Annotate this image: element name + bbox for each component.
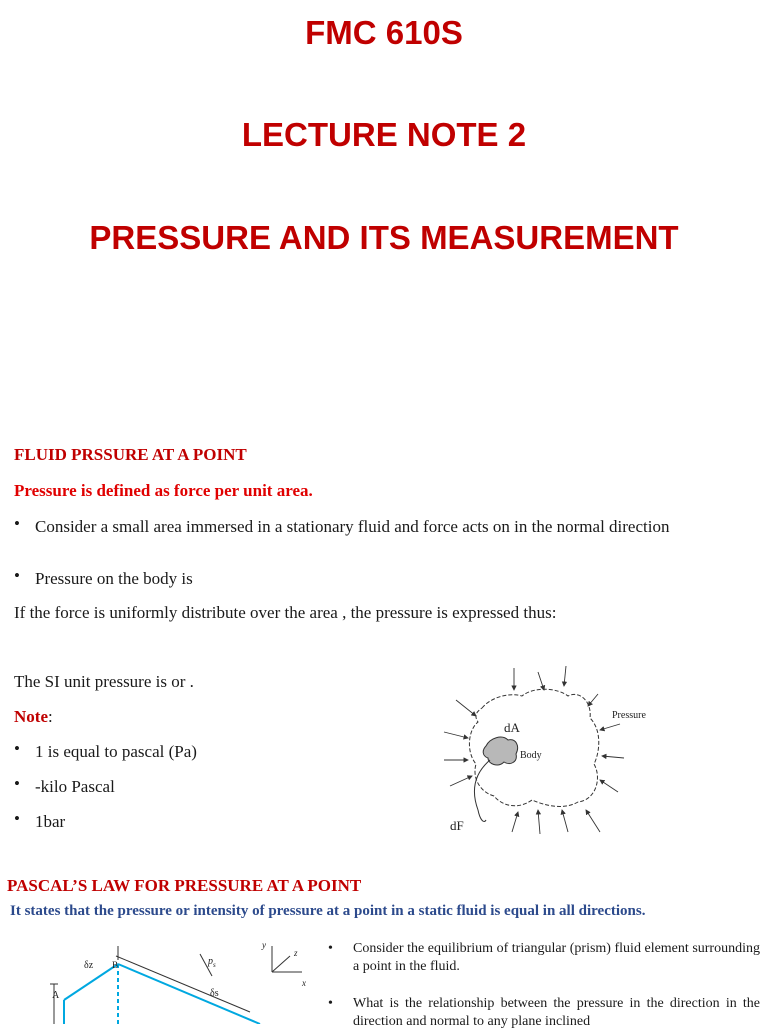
bullet-dot: • [14, 809, 20, 828]
pascal-bullet-equilibrium-text: Consider the equilibrium of triangular (prism) fluid element surrounding a point in the fluid. [353, 941, 760, 974]
note-colon: : [47, 707, 53, 726]
bullet-dot: • [14, 739, 20, 758]
note-bullet-kilo [14, 774, 115, 796]
note-label: Note [14, 707, 48, 726]
bullet-small-area-text: Consider a small area immersed in a stationary fluid and force acts on in the normal direction [35, 517, 670, 536]
axis-label-z: z [294, 948, 298, 958]
dimension-lines [50, 946, 250, 1024]
df-line [474, 760, 490, 822]
bullet-pressure-on-body [14, 566, 193, 588]
axis-label-y: y [262, 940, 266, 950]
note-bullet-bar-text: 1bar [35, 812, 66, 831]
prism-label-ps: $p_s$ [208, 956, 216, 969]
bullet-dot: • [14, 514, 20, 533]
figure-label-body: Body [520, 750, 542, 761]
si-unit-text: The SI unit pressure is or . [14, 672, 194, 691]
note-bullet-pascal [14, 739, 197, 761]
bullet-pressure-on-body-text: Pressure on the body is [35, 569, 193, 588]
figure-label-pressure: Pressure [612, 710, 646, 721]
prism-label-ds: δs [210, 988, 219, 999]
axis-label-x: x [302, 978, 306, 988]
pascal-law-heading: PASCAL’S LAW FOR PRESSURE AT A POINT [7, 876, 362, 895]
course-code-title: FMC 610S [305, 14, 463, 51]
pascal-bullet-relationship [328, 995, 760, 1031]
body-pressure-figure [430, 660, 670, 840]
bullet-small-area [14, 514, 670, 536]
topic-title: PRESSURE AND ITS MEASUREMENT [89, 219, 679, 256]
pressure-definition: Pressure is defined as force per unit area. [14, 481, 313, 500]
prism-label-a: A [52, 990, 60, 1001]
prism-label-dz: δz [84, 960, 94, 971]
figure-label-df: dF [450, 818, 464, 833]
bullet-dot: • [328, 996, 333, 1011]
note-heading [14, 707, 53, 727]
figure-label-da: dA [504, 720, 520, 735]
pascal-bullet-equilibrium [328, 940, 760, 976]
prism-edges [64, 964, 260, 1024]
pascal-bullets [328, 940, 760, 1031]
note-bullet-pascal-text: 1 is equal to pascal (Pa) [35, 742, 197, 761]
prism-figure [40, 936, 310, 1024]
bullet-dot: • [14, 774, 20, 793]
bullet-dot: • [328, 941, 333, 956]
uniform-force-text: If the force is uniformly distribute over the area , the pressure is expressed thus: [14, 603, 557, 622]
lecture-title: LECTURE NOTE 2 [241, 116, 527, 153]
pascal-law-statement: It states that the pressure or intensity of pressure at a point in a static fluid is equal in all directions. [10, 903, 646, 919]
prism-label-b: B [112, 960, 119, 970]
pascal-bullet-relationship-text: What is the relationship between the pressure in the direction in the direction and normal to any plane inclined [353, 996, 760, 1029]
note-bullet-kilo-text: -kilo Pascal [35, 777, 115, 796]
note-bullet-bar [14, 809, 66, 831]
bullet-dot: • [14, 566, 20, 585]
fluid-pressure-heading: FLUID PRSSURE AT A POINT [14, 445, 247, 464]
